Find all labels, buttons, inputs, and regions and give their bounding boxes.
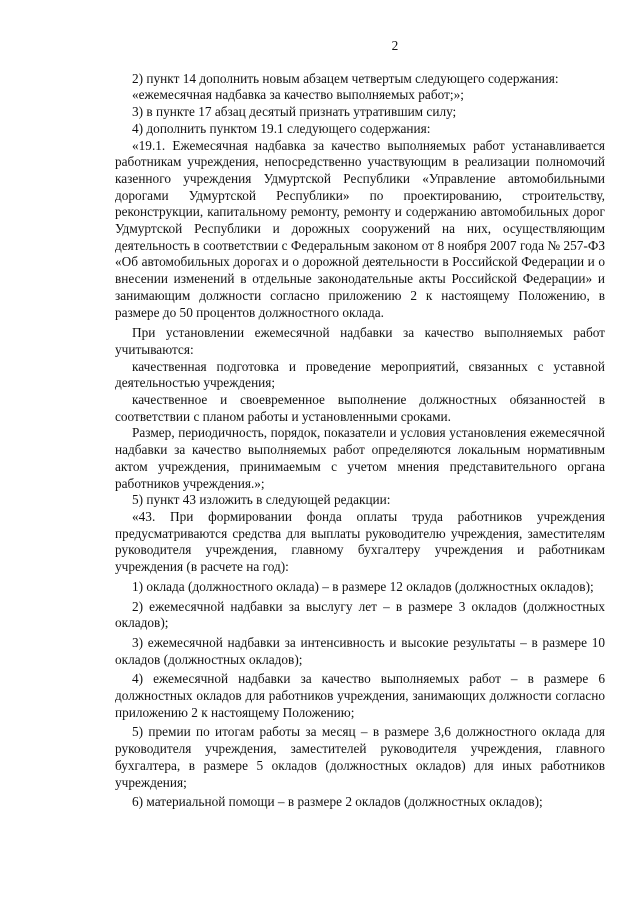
- paragraph-item-3: 3) в пункте 17 абзац десятый признать утратившим силу;: [132, 104, 457, 120]
- paragraph-criteria-2: качественное и своевременное выполнение должностных обязанностей в соответствии с планом работы и установленными сроками.: [115, 392, 605, 424]
- page-number: 2: [391, 38, 399, 53]
- paragraph-criteria-intro: При установлении ежемесячной надбавки за качество выполняемых работ учитываются:: [115, 325, 605, 357]
- list-item-5: 5) премии по итогам работы за месяц – в размере 3,6 должностного оклада для руководителя учреждения, заместителей руководителя учреждения, главного бухгалтера, в размере 5 окладов (должностных окладов) для иных работников учреждения;: [115, 724, 605, 790]
- paragraph-item-2: 2) пункт 14 дополнить новым абзацем четвертым следующего содержания:: [132, 70, 559, 86]
- list-item-4: 4) ежемесячной надбавки за качество выполняемых работ – в размере 6 должностных окладов для работников учреждения, занимающих должности согласно приложению 2 к настоящему Положению;: [115, 671, 605, 720]
- paragraph-local-act: Размер, периодичность, порядок, показатели и условия установления ежемесячной надбавки за качество выполняемых работ определяются локальным нормативным актом учреждения, принимаемым с учетом мнения представительного органа работников учреждения.»;: [115, 425, 605, 491]
- paragraph-clause-19-1: «19.1. Ежемесячная надбавка за качество выполняемых работ устанавливается работникам учреждения, непосредственно участвующим в реализации полномочий казенного учреждения Удмуртской Республики «Управление автомобильными дорогами Удмуртской Республики» по проектированию, строительству, реконструкции, капитальному ремонту, ремонту и содержанию автомобильных дорог Удмуртской Республики и дорожных сооружений на них, осуществляющим деятельность в соответствии с Федеральным законом от 8 ноября 2007 года № 257-ФЗ «Об автомобильных дорогах и о дорожной деятельности в Российской Федерации и о внесении изменений в отдельные законодательные акты Российской Федерации» и занимающим должности согласно приложению 2 к настоящему Положению, в размере до 50 процентов должностного оклада.: [115, 137, 605, 320]
- paragraph-quote-nadbavka: «ежемесячная надбавка за качество выполняемых работ;»;: [132, 87, 464, 103]
- paragraph-clause-43: «43. При формировании фонда оплаты труда работников учреждения предусматриваются средства для выплаты руководителю учреждения, заместителям руководителя учреждения, главному бухгалтеру учреждения и работникам учреждения (в расчете на год):: [115, 508, 605, 575]
- paragraph-item-5: 5) пункт 43 изложить в следующей редакции:: [132, 492, 391, 508]
- paragraph-criteria-1: качественная подготовка и проведение мероприятий, связанных с уставной деятельностью учреждения;: [115, 358, 605, 391]
- list-item-6: 6) материальной помощи – в размере 2 окладов (должностных окладов);: [132, 794, 543, 810]
- list-item-3: 3) ежемесячной надбавки за интенсивность и высокие результаты – в размере 10 окладов (должностных окладов);: [115, 634, 605, 667]
- paragraph-item-4: 4) дополнить пунктом 19.1 следующего содержания:: [132, 120, 431, 136]
- list-item-1: 1) оклада (должностного оклада) – в размере 12 окладов (должностных окладов);: [132, 578, 594, 594]
- list-item-2: 2) ежемесячной надбавки за выслугу лет – в размере 3 окладов (должностных окладов);: [115, 598, 605, 631]
